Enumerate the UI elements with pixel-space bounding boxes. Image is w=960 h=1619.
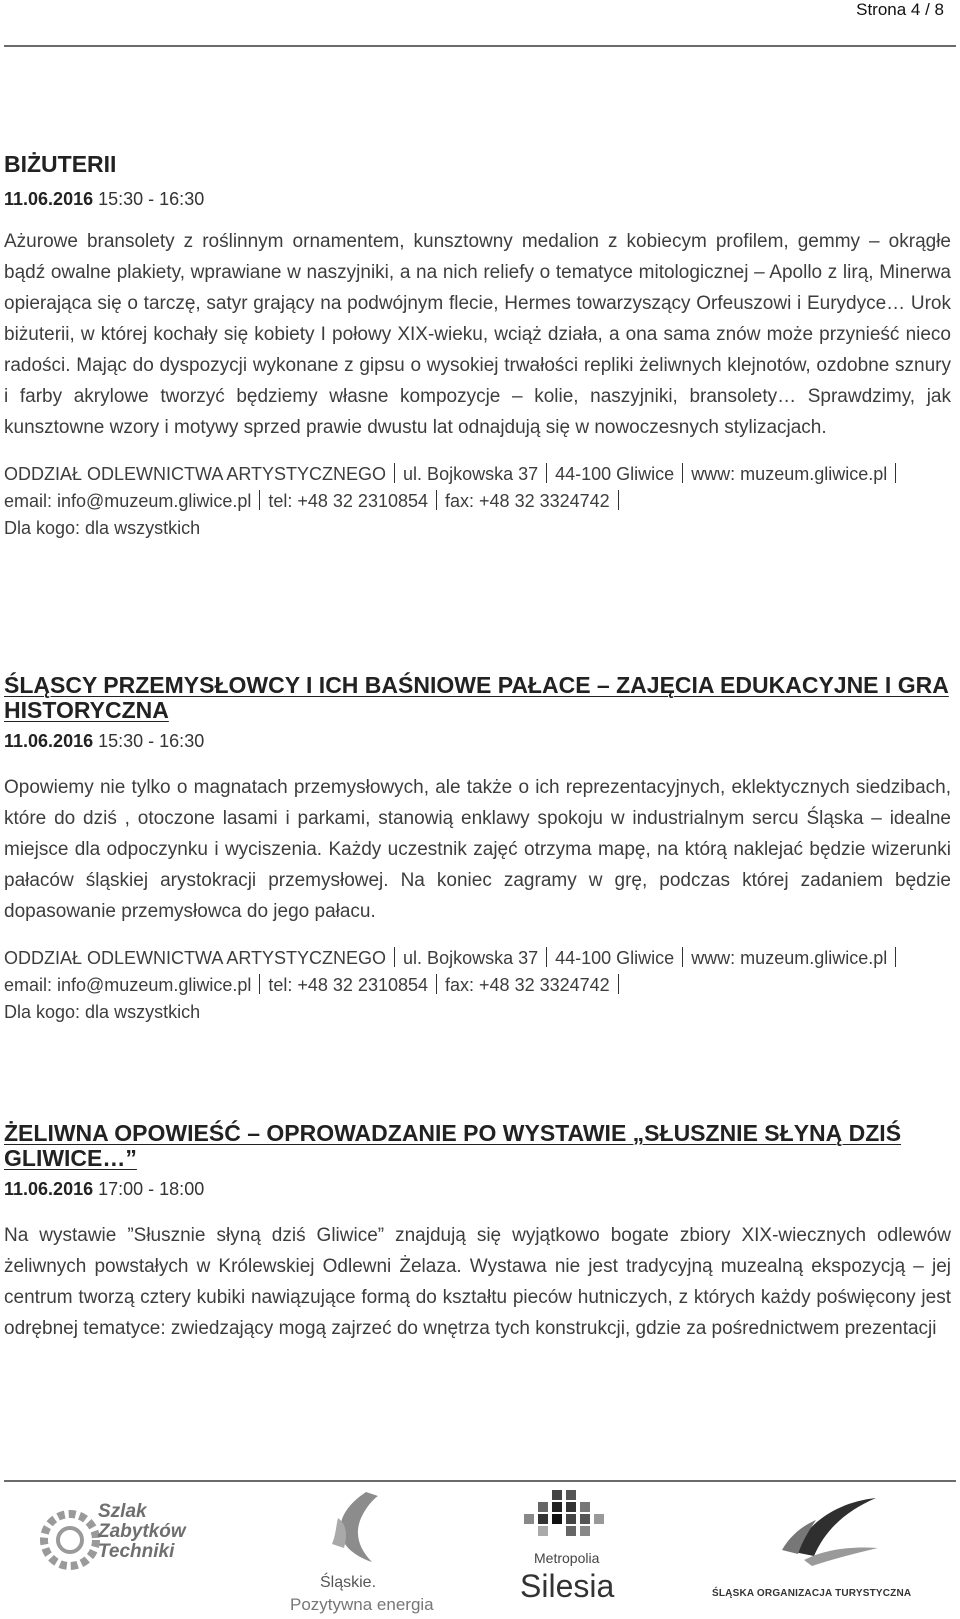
contact-www[interactable]: www: muzeum.gliwice.pl bbox=[691, 464, 888, 484]
event-slascy-przemyslowcy bbox=[4, 673, 951, 1026]
contact-audience: Dla kogo: dla wszystkich bbox=[4, 1002, 201, 1022]
logo-text-line: Metropolia bbox=[534, 1550, 600, 1566]
page-number: Strona 4 / 8 bbox=[856, 0, 944, 19]
logo-text-line: Techniki bbox=[98, 1541, 175, 1562]
separator bbox=[394, 947, 395, 967]
contact-email[interactable]: email: info@muzeum.gliwice.pl bbox=[4, 975, 252, 995]
tourism-emblem-icon bbox=[768, 1492, 888, 1572]
event-date bbox=[4, 1177, 951, 1201]
event-title: BIŻUTERII bbox=[4, 151, 117, 177]
separator bbox=[682, 947, 683, 967]
pixel-grid-icon bbox=[522, 1488, 612, 1548]
logo-slaska-organizacja-turystyczna bbox=[708, 1492, 952, 1612]
event-contact bbox=[4, 461, 951, 542]
event-contact bbox=[4, 945, 951, 1026]
contact-fax: fax: +48 32 3324742 bbox=[445, 975, 610, 995]
event-title: ŻELIWNA OPOWIEŚĆ – OPROWADZANIE PO WYSTAWIE „SŁUSZNIE SŁYNĄ DZIŚ GLIWICE…” bbox=[4, 1120, 902, 1171]
event-bizuterii bbox=[4, 152, 951, 542]
separator bbox=[259, 490, 260, 510]
event-description: Ażurowe bransolety z roślinnym ornamentem, kunsztowny medalion z kobiecym profilem, gemmy – okrągłe bądź owalne plakiety, wprawiane w naszyjniki, a na nich reliefy o tematyce mitologicznej – Apollo z lirą, Minerwa opierająca się o tarczę, satyr grający na podwójnym flecie, Hermes towarzyszący Orfeuszowi i Eurydyce… Urok biżuterii, w której kochały się kobiety I połowy XIX-wieku, wciąż działa, a ona sama znów może przynieść nieco radości. Mając do dyspozycji wykonane z gipsu o wysokiej trwałości repliki żeliwnych klejnotów, ozdobne sznury i farby akrylowe tworzyć będziemy własne kompozycje – kolie, naszyjniki, bransolety… Sprawdzimy, jak kunsztowne wzory i motywy sprzed prawie dwustu lat odnajdują się w nowoczesnych stylizacjach. bbox=[4, 231, 951, 438]
event-time: 15:30 - 16:30 bbox=[98, 731, 205, 751]
logo-text-line: ŚLĄSKA ORGANIZACJA TURYSTYCZNA bbox=[712, 1588, 912, 1599]
event-time: 17:00 - 18:00 bbox=[98, 1179, 205, 1199]
separator bbox=[618, 490, 619, 510]
contact-address: ul. Bojkowska 37 bbox=[403, 948, 539, 968]
logo-text-line: Pozytywna energia bbox=[290, 1595, 434, 1614]
header-divider bbox=[4, 45, 956, 47]
footer-divider bbox=[4, 1480, 956, 1482]
contact-city: 44-100 Gliwice bbox=[555, 464, 675, 484]
separator bbox=[546, 947, 547, 967]
contact-www[interactable]: www: muzeum.gliwice.pl bbox=[691, 948, 888, 968]
separator bbox=[436, 974, 437, 994]
contact-branch: ODDZIAŁ ODLEWNICTWA ARTYSTYCZNEGO bbox=[4, 464, 387, 484]
contact-tel: tel: +48 32 2310854 bbox=[268, 975, 429, 995]
logo-text-line: Silesia bbox=[520, 1568, 615, 1604]
event-time: 15:30 - 16:30 bbox=[98, 189, 205, 209]
contact-address: ul. Bojkowska 37 bbox=[403, 464, 539, 484]
event-date-value: 11.06.2016 bbox=[4, 189, 94, 209]
logo-text-line: Zabytków bbox=[98, 1521, 186, 1542]
logo-text-line: Śląskie. bbox=[320, 1574, 377, 1591]
separator bbox=[895, 463, 896, 483]
contact-email[interactable]: email: info@muzeum.gliwice.pl bbox=[4, 491, 252, 511]
event-date bbox=[4, 187, 951, 211]
separator bbox=[259, 974, 260, 994]
event-description: Na wystawie ”Słusznie słyną dziś Gliwice” znajdują się wyjątkowo bogate zbiory XIX-wiecznych odlewów żeliwnych powstałych w Królewskiej Odlewni Żelaza. Wystawa nie jest tradycyjną muzealną ekspozycją – jej centrum tworzą cztery kubiki nawiązujące formą do kształtu pieców hutniczych, z których każdy poświęcony jest odrębnej tematyce: zwiedzający mogą zajrzeć do wnętrza tych konstrukcji, gdzie za pośrednictwem prezentacji bbox=[4, 1225, 951, 1339]
separator bbox=[436, 490, 437, 510]
contact-branch: ODDZIAŁ ODLEWNICTWA ARTYSTYCZNEGO bbox=[4, 948, 387, 968]
logo-slaskie bbox=[290, 1488, 440, 1616]
contact-city: 44-100 Gliwice bbox=[555, 948, 675, 968]
event-date-value: 11.06.2016 bbox=[4, 731, 94, 751]
event-date bbox=[4, 729, 951, 753]
logo-metropolia-silesia bbox=[516, 1488, 626, 1616]
event-description: Opowiemy nie tylko o magnatach przemysłowych, ale także o ich reprezentacyjnych, eklektycznych siedzibach, które do dziś , otoczone lasami i parkami, stanowią enklawy spokoju w industrialnym sercu Śląska – idealne miejsce dla odpoczynku i wyciszenia. Każdy uczestnik zajęć otrzyma mapę, na którą naklejać będzie wizerunki pałaców śląskiej arystokracji przemysłowej. Na koniec zagramy w grę, podczas której zadaniem będzie dopasowanie przemysłowca do jego pałacu. bbox=[4, 777, 951, 922]
contact-tel: tel: +48 32 2310854 bbox=[268, 491, 429, 511]
separator bbox=[394, 463, 395, 483]
slaskie-emblem-icon bbox=[318, 1488, 398, 1568]
contact-audience: Dla kogo: dla wszystkich bbox=[4, 518, 201, 538]
event-zeliwna-opowiesc bbox=[4, 1121, 951, 1344]
footer-logos bbox=[0, 1488, 960, 1618]
separator bbox=[895, 947, 896, 967]
separator bbox=[618, 974, 619, 994]
logo-text-line: Szlak bbox=[98, 1501, 147, 1522]
event-title: ŚLĄSCY PRZEMYSŁOWCY I ICH BAŚNIOWE PAŁACE – ZAJĘCIA EDUKACYJNE I GRA HISTORYCZNA bbox=[4, 672, 949, 723]
separator bbox=[682, 463, 683, 483]
separator bbox=[546, 463, 547, 483]
logo-szlak-zabytkow-techniki bbox=[40, 1496, 190, 1606]
event-date-value: 11.06.2016 bbox=[4, 1179, 94, 1199]
contact-fax: fax: +48 32 3324742 bbox=[445, 491, 610, 511]
